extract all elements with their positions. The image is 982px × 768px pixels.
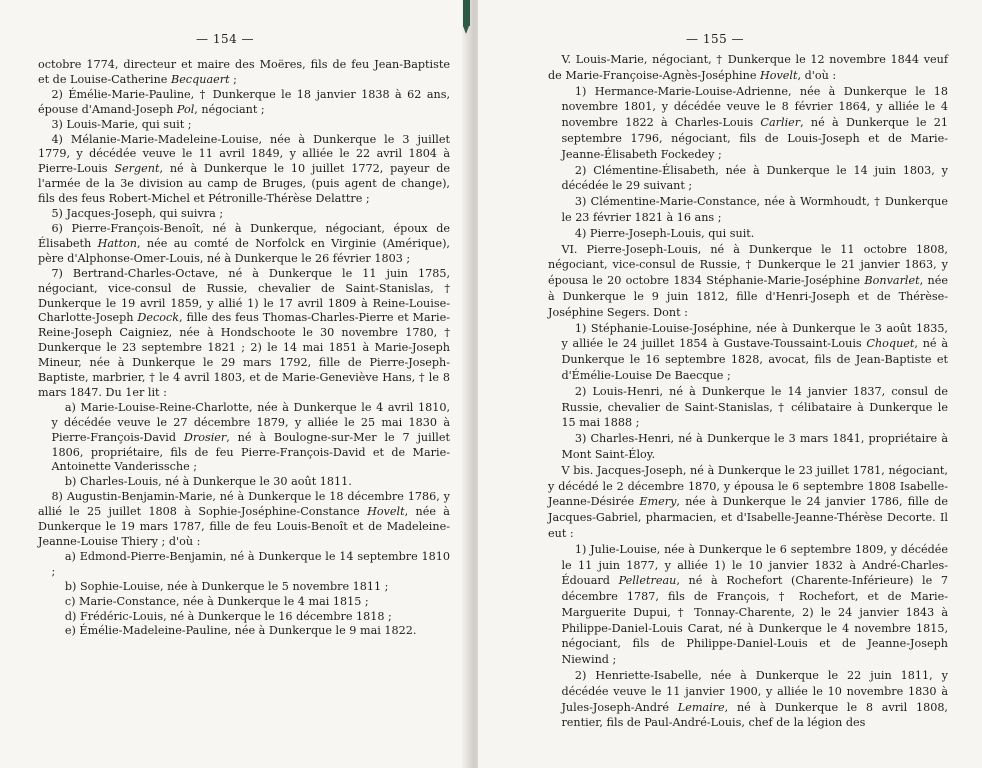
paragraph-text: 3) Clémentine-Marie-Constance, née à Wormhoudt, † Dunkerque le 23 février 1821 à 16 ans ;	[561, 195, 948, 224]
paragraph-tail: , d'où :	[797, 68, 837, 82]
left-page-text	[38, 58, 450, 639]
paragraph-text: 4) Mélanie-Marie-Madeleine-Louise, née à Dunkerque le 3 juillet 1779, y décédée veuve le 11 avril 1849, y alliée le 22 avril 1804 à Pierre-Louis	[38, 132, 450, 176]
surname-emphasis: Carlier	[760, 116, 801, 130]
paragraph	[38, 624, 450, 639]
paragraph-text: d) Frédéric-Louis, né à Dunkerque le 16 décembre 1818 ;	[64, 609, 392, 623]
paragraph	[38, 475, 450, 490]
paragraph-text: 1) Hermance-Marie-Louise-Adrienne, née à Dunkerque le 18 novembre 1801, y décédée veuve le 8 février 1864, y alliée le 4 novembre 1822 à Charles-Louis	[561, 84, 948, 130]
paragraph-text: 2) Émélie-Marie-Pauline, † Dunkerque le 18 janvier 1838 à 62 ans, épouse d'Amand-Joseph	[38, 87, 450, 116]
paragraph	[38, 610, 450, 625]
paragraph-text: 1) Stéphanie-Louise-Joséphine, née à Dunkerque le 3 août 1835, y alliée le 24 juillet 1854 à Gustave-Toussaint-Louis	[561, 321, 948, 351]
paragraph-text: 4) Pierre-Joseph-Louis, qui suit.	[574, 226, 755, 240]
paragraph-text: e) Émélie-Madeleine-Pauline, née à Dunkerque le 9 mai 1822.	[64, 624, 417, 638]
paragraph-text: 2) Henriette-Isabelle, née à Dunkerque le 22 juin 1811, y décédée veuve le 11 janvier 1900, y alliée le 10 novembre 1830 à Jules-Joseph-André	[561, 669, 948, 714]
paragraph-text: 2) Louis-Henri, né à Dunkerque le 14 janvier 1837, consul de Russie, chevalier de Saint-Stanislas, † célibataire à Dunkerque le 15 mai 1888 ;	[561, 384, 948, 430]
paragraph-text: octobre 1774, directeur et maire des Moëres, fils de feu Jean-Baptiste et de Louise-Catherine	[38, 58, 450, 86]
paragraph-tail: ;	[229, 72, 237, 86]
paragraph	[38, 580, 450, 595]
paragraph	[548, 431, 948, 463]
page-number-right: — 155 —	[686, 32, 745, 46]
paragraph-tail: , né à Dunkerque le 21 septembre 1796, négociant, fils de Louis-Joseph et de Marie-Jeanne-Élisabeth Fockedey ;	[561, 116, 948, 161]
right-page-text	[548, 52, 948, 731]
paragraph	[548, 226, 948, 242]
paragraph	[38, 58, 450, 88]
paragraph	[38, 267, 450, 401]
paragraph	[548, 463, 948, 542]
surname-emphasis: Sergent	[114, 162, 160, 176]
paragraph	[548, 242, 948, 321]
paragraph	[38, 118, 450, 133]
surname-emphasis: Emery	[639, 495, 677, 509]
bookmark-ribbon-tip-icon	[463, 26, 469, 34]
paragraph-text: b) Charles-Louis, né à Dunkerque le 30 août 1811.	[64, 475, 352, 489]
paragraph-text: 2) Clémentine-Élisabeth, née à Dunkerque le 14 juin 1803, y décédée le 29 suivant ;	[561, 163, 948, 193]
paragraph-tail: , née au comté de Norfolck en Virginie (Amérique), père d'Alphonse-Omer-Louis, né à Dunkerque le 26 février 1803 ;	[38, 236, 450, 265]
paragraph	[548, 84, 948, 163]
paragraph-tail: , né à Dunkerque le 10 juillet 1772, payeur de l'armée de la 3e division au camp de Bruges, (puis agent de change), fils des feus Robert-Michel et Pétronille-Thérèse Delattre ;	[38, 162, 450, 206]
paragraph	[548, 384, 948, 431]
paragraph-tail: , né à Dunkerque le 16 septembre 1828, avocat, fils de Jean-Baptiste et d'Émélie-Louise De Baecque ;	[561, 337, 948, 382]
paragraph-text: 6) Pierre-François-Benoît, né à Dunkerque, négociant, époux de Élisabeth	[38, 221, 450, 250]
surname-emphasis: Lemaire	[677, 700, 725, 714]
paragraph-tail: , négociant ;	[194, 102, 265, 116]
paragraph	[38, 490, 450, 550]
paragraph-tail: , née à Dunkerque le 9 juin 1812, fille d'Henri-Joseph et de Thérèse-Joséphine Segers. Dont :	[548, 274, 948, 319]
bookmark-ribbon-icon	[463, 0, 470, 26]
paragraph	[38, 595, 450, 610]
paragraph-tail: , fille des feus Thomas-Charles-Pierre et Marie-Reine-Joseph Caigniez, née à Hondschoote le 30 novembre 1780, † Dunkerque le 23 septembre 1821 ; 2) le 14 mai 1851 à Marie-Joseph Mineur, née à Dunkerque le 29 mars 1792, fille de Pierre-Joseph-Baptiste, marbrier, † le 4 avril 1803, et de Marie-Geneviève Hans, † le 8 mars 1847. Du 1er lit :	[38, 311, 451, 399]
paragraph-tail: , né à Boulogne-sur-Mer le 7 juillet 1806, propriétaire, fils de feu Pierre-François-David et de Marie-Antoinette Vanderissche ;	[51, 430, 450, 474]
paragraph-text: VI. Pierre-Joseph-Louis, né à Dunkerque le 11 octobre 1808, négociant, vice-consul de Russie, † Dunkerque le 21 janvier 1863, y épousa le 20 octobre 1834 Stéphanie-Marie-Joséphine	[548, 242, 948, 288]
paragraph-text: 3) Charles-Henri, né à Dunkerque le 3 mars 1841, propriétaire à Mont Saint-Éloy.	[561, 432, 948, 461]
surname-emphasis: Hovelt	[367, 505, 405, 519]
paragraph	[38, 207, 450, 222]
paragraph	[38, 401, 450, 476]
page-number-left: — 154 —	[196, 32, 255, 46]
paragraph-text: a) Marie-Louise-Reine-Charlotte, née à Dunkerque le 4 avril 1810, y décédée veuve le 27 décembre 1879, y alliée le 25 mai 1830 à Pierre-François-David	[51, 400, 450, 444]
surname-emphasis: Drosier	[183, 430, 227, 444]
paragraph	[548, 321, 948, 384]
paragraph-tail: , né à Dunkerque le 8 avril 1808, rentier, fils de Paul-André-Louis, chef de la légion des	[561, 700, 948, 730]
paragraph-tail: , né à Rochefort (Charente-Inférieure) le 7 décembre 1787, fils de François, † Rochefort, et de Marie-Marguerite Dupui, † Tonnay-Charente, 2) le 24 janvier 1843 à Philippe-Daniel-Louis Carat, né à Dunkerque le 4 novembre 1815, négociant, fils de Philippe-Daniel-Louis et de Jeanne-Joseph Niewind ;	[561, 574, 948, 667]
surname-emphasis: Bonvarlet	[864, 274, 920, 288]
paragraph	[38, 550, 450, 580]
paragraph-text: 1) Julie-Louise, née à Dunkerque le 6 septembre 1809, y décédée le 11 juin 1877, y alliée 1) le 10 janvier 1832 à André-Charles-Édouard	[561, 542, 948, 588]
surname-emphasis: Hovelt	[760, 68, 798, 82]
surname-emphasis: Pol	[176, 102, 195, 116]
paragraph-text: c) Marie-Constance, née à Dunkerque le 4 mai 1815 ;	[64, 594, 369, 608]
paragraph-text: 5) Jacques-Joseph, qui suivra ;	[51, 207, 224, 221]
paragraph	[38, 133, 450, 208]
right-page	[478, 0, 982, 768]
paragraph	[548, 194, 948, 226]
left-page	[0, 0, 468, 768]
paragraph-text: 3) Louis-Marie, qui suit ;	[51, 117, 192, 131]
paragraph	[548, 52, 948, 84]
paragraph-tail: , née à Dunkerque le 19 mars 1787, fille de feu Louis-Benoît et de Madeleine-Jeanne-Louise Thiery ; d'où :	[38, 505, 450, 548]
surname-emphasis: Decock	[137, 311, 180, 325]
paragraph	[548, 163, 948, 195]
paragraph-text: V bis. Jacques-Joseph, né à Dunkerque le 23 juillet 1781, négociant, y décédé le 2 décembre 1870, y épousa le 6 septembre 1808 Isabelle-Jeanne-Désirée	[548, 463, 948, 509]
paragraph-text: b) Sophie-Louise, née à Dunkerque le 5 novembre 1811 ;	[64, 579, 389, 593]
surname-emphasis: Hatton	[97, 236, 137, 250]
paragraph-text: 8) Augustin-Benjamin-Marie, né à Dunkerque le 18 décembre 1786, y allié le 25 juillet 1808 à Sophie-Joséphine-Constance	[38, 490, 450, 519]
paragraph	[38, 88, 450, 118]
paragraph-text: 7) Bertrand-Charles-Octave, né à Dunkerque le 11 juin 1785, négociant, vice-consul de Russie, chevalier de Saint-Stanislas, † Dunkerque le 19 avril 1859, y allié 1) le 17 avril 1809 à Reine-Louise-Charlotte-Joseph	[38, 266, 450, 325]
paragraph-tail: , née à Dunkerque le 24 janvier 1786, fille de Jacques-Gabriel, pharmacien, et d'Isabelle-Jeanne-Thérèse Decorte. Il eut :	[548, 495, 948, 540]
paragraph-text: V. Louis-Marie, négociant, † Dunkerque le 12 novembre 1844 veuf de Marie-Françoise-Agnès-Joséphine	[548, 53, 948, 82]
surname-emphasis: Choquet	[866, 337, 915, 351]
surname-emphasis: Becquaert	[170, 72, 230, 86]
paragraph	[548, 668, 948, 731]
surname-emphasis: Pelletreau	[618, 574, 677, 588]
paragraph	[38, 222, 450, 267]
paragraph-text: a) Edmond-Pierre-Benjamin, né à Dunkerque le 14 septembre 1810 ;	[51, 549, 450, 578]
paragraph	[548, 542, 948, 668]
